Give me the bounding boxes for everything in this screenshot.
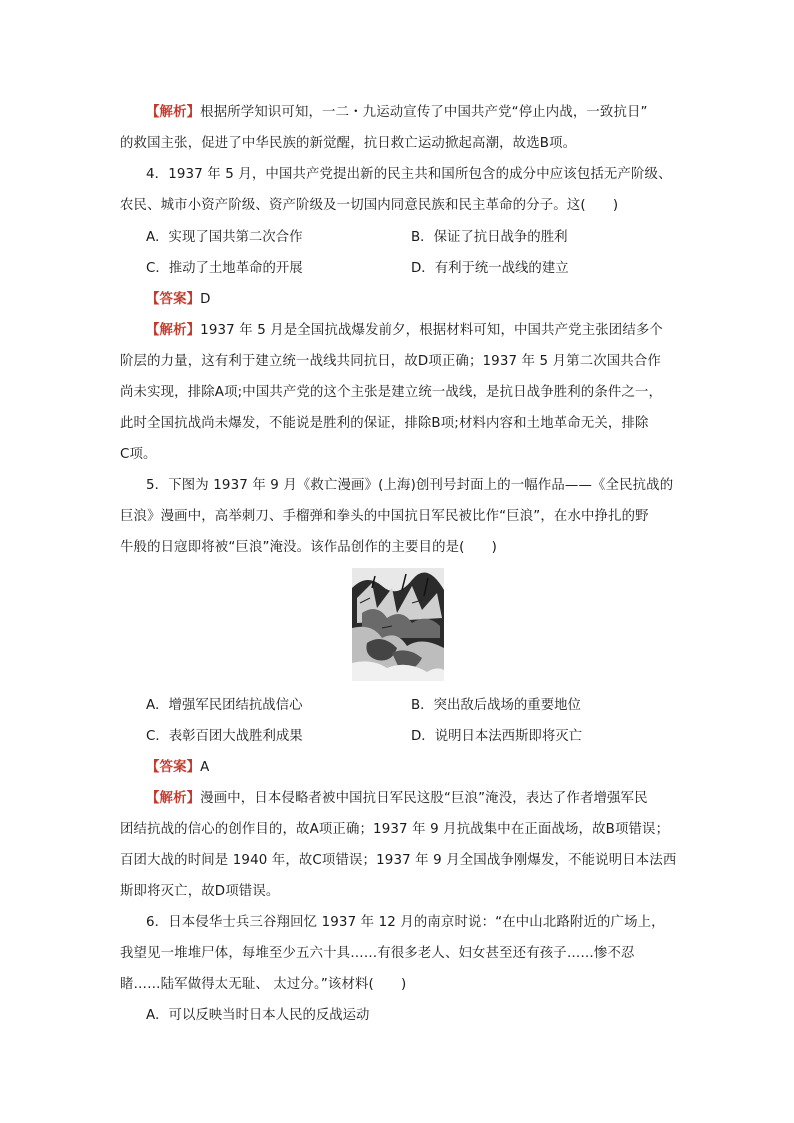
q4-analysis-line2: 阶层的力量，这有利于建立统一战线共同抗日，故D项正确；1937 年 5 月第二次国共合作	[120, 354, 661, 369]
q5-stem-line1: 5．下图为 1937 年 9 月《救亡漫画》(上海)创刊号封面上的一幅作品——《全民抗战的	[146, 478, 674, 493]
q4-option-a: A．实现了国共第二次合作	[146, 230, 303, 245]
analysis-tag: 【解析】	[146, 105, 201, 120]
q3-analysis-line1: 【解析】根据所学知识可知，一二・九运动宣传了中国共产党“停止内战，一致抗日”	[146, 105, 648, 120]
q4-analysis-line3: 尚未实现，排除A项;中国共产党的这个主张是建立统一战线，是抗日战争胜利的条件之一，	[120, 385, 663, 400]
q5-analysis-line4: 斯即将灭亡，故D项错误。	[120, 884, 280, 899]
q5-options-row1	[146, 697, 686, 715]
q5-stem-line2: 巨浪》漫画中，高举刺刀、手榴弹和拳头的中国抗日军民被比作“巨浪”，在水中挣扎的野	[120, 509, 649, 524]
q5-stem-line3: 牛般的日寇即将被“巨浪”淹没。该作品创作的主要目的是( )	[120, 540, 497, 555]
q5-analysis-line1: 【解析】漫画中，日本侵略者被中国抗日军民这股“巨浪”淹没，表达了作者增强军民	[146, 791, 648, 806]
q6-stem-line3: 睹……陆军做得太无耻、 太过分。”该材料( )	[120, 977, 407, 992]
analysis-tag: 【解析】	[146, 323, 201, 338]
q5-answer: 【答案】A	[146, 760, 210, 775]
q3-analysis-line2: 的救国主张，促进了中华民族的新觉醒，抗日救亡运动掀起高潮，故选B项。	[120, 136, 577, 151]
cartoon-illustration	[352, 568, 444, 681]
q5-options-row2	[146, 728, 686, 746]
q6-options-row1	[146, 1007, 686, 1025]
q4-stem-line1: 4．1937 年 5 月，中国共产党提出新的民主共和国所包含的成分中应该包括无产阶级、	[146, 167, 672, 182]
q6-stem-line1: 6．日本侵华士兵三谷翔回忆 1937 年 12 月的南京时说：“在中山北路附近的广场上，	[146, 915, 665, 930]
q4-options-row2	[146, 260, 686, 278]
q5-option-c: C．表彰百团大战胜利成果	[146, 729, 303, 744]
q4-analysis-line1: 【解析】1937 年 5 月是全国抗战爆发前夕，根据材料可知，中国共产党主张团结多个	[146, 323, 663, 338]
q5-analysis-line2: 团结抗战的信心的创作目的，故A项正确；1937 年 9 月抗战集中在正面战场，故B项错误；	[120, 822, 670, 837]
q5-option-d: D．说明日本法西斯即将灭亡	[411, 729, 582, 744]
q5-option-a: A．增强军民团结抗战信心	[146, 698, 303, 713]
answer-tag: 【答案】	[146, 760, 201, 775]
q4-option-b: B．保证了抗日战争的胜利	[411, 230, 568, 245]
q6-option-a: A．可以反映当时日本人民的反战运动	[146, 1008, 370, 1023]
analysis-tag: 【解析】	[146, 791, 201, 806]
q4-analysis-line4: 此时全国抗战尚未爆发，不能说是胜利的保证，排除B项;材料内容和土地革命无关，排除	[120, 416, 649, 431]
answer-tag: 【答案】	[146, 292, 201, 307]
q6-stem-line2: 我望见一堆堆尸体，每堆至少五六十具……有很多老人、妇女甚至还有孩子……惨不忍	[120, 946, 635, 961]
q4-option-c: C．推动了土地革命的开展	[146, 261, 303, 276]
q4-options-row1	[146, 229, 686, 247]
q4-option-d: D．有利于统一战线的建立	[411, 261, 569, 276]
q4-answer: 【答案】D	[146, 292, 211, 307]
q4-stem-line2: 农民、城市小资产阶级、资产阶级及一切国内同意民族和民主革命的分子。这( )	[120, 198, 619, 213]
q5-option-b: B．突出敌后战场的重要地位	[411, 698, 581, 713]
q5-analysis-line3: 百团大战的时间是 1940 年，故C项错误；1937 年 9 月全国战争刚爆发，不能说明日本法西	[120, 853, 677, 868]
cartoon-image	[352, 568, 444, 681]
q4-analysis-line5: C项。	[120, 447, 157, 462]
